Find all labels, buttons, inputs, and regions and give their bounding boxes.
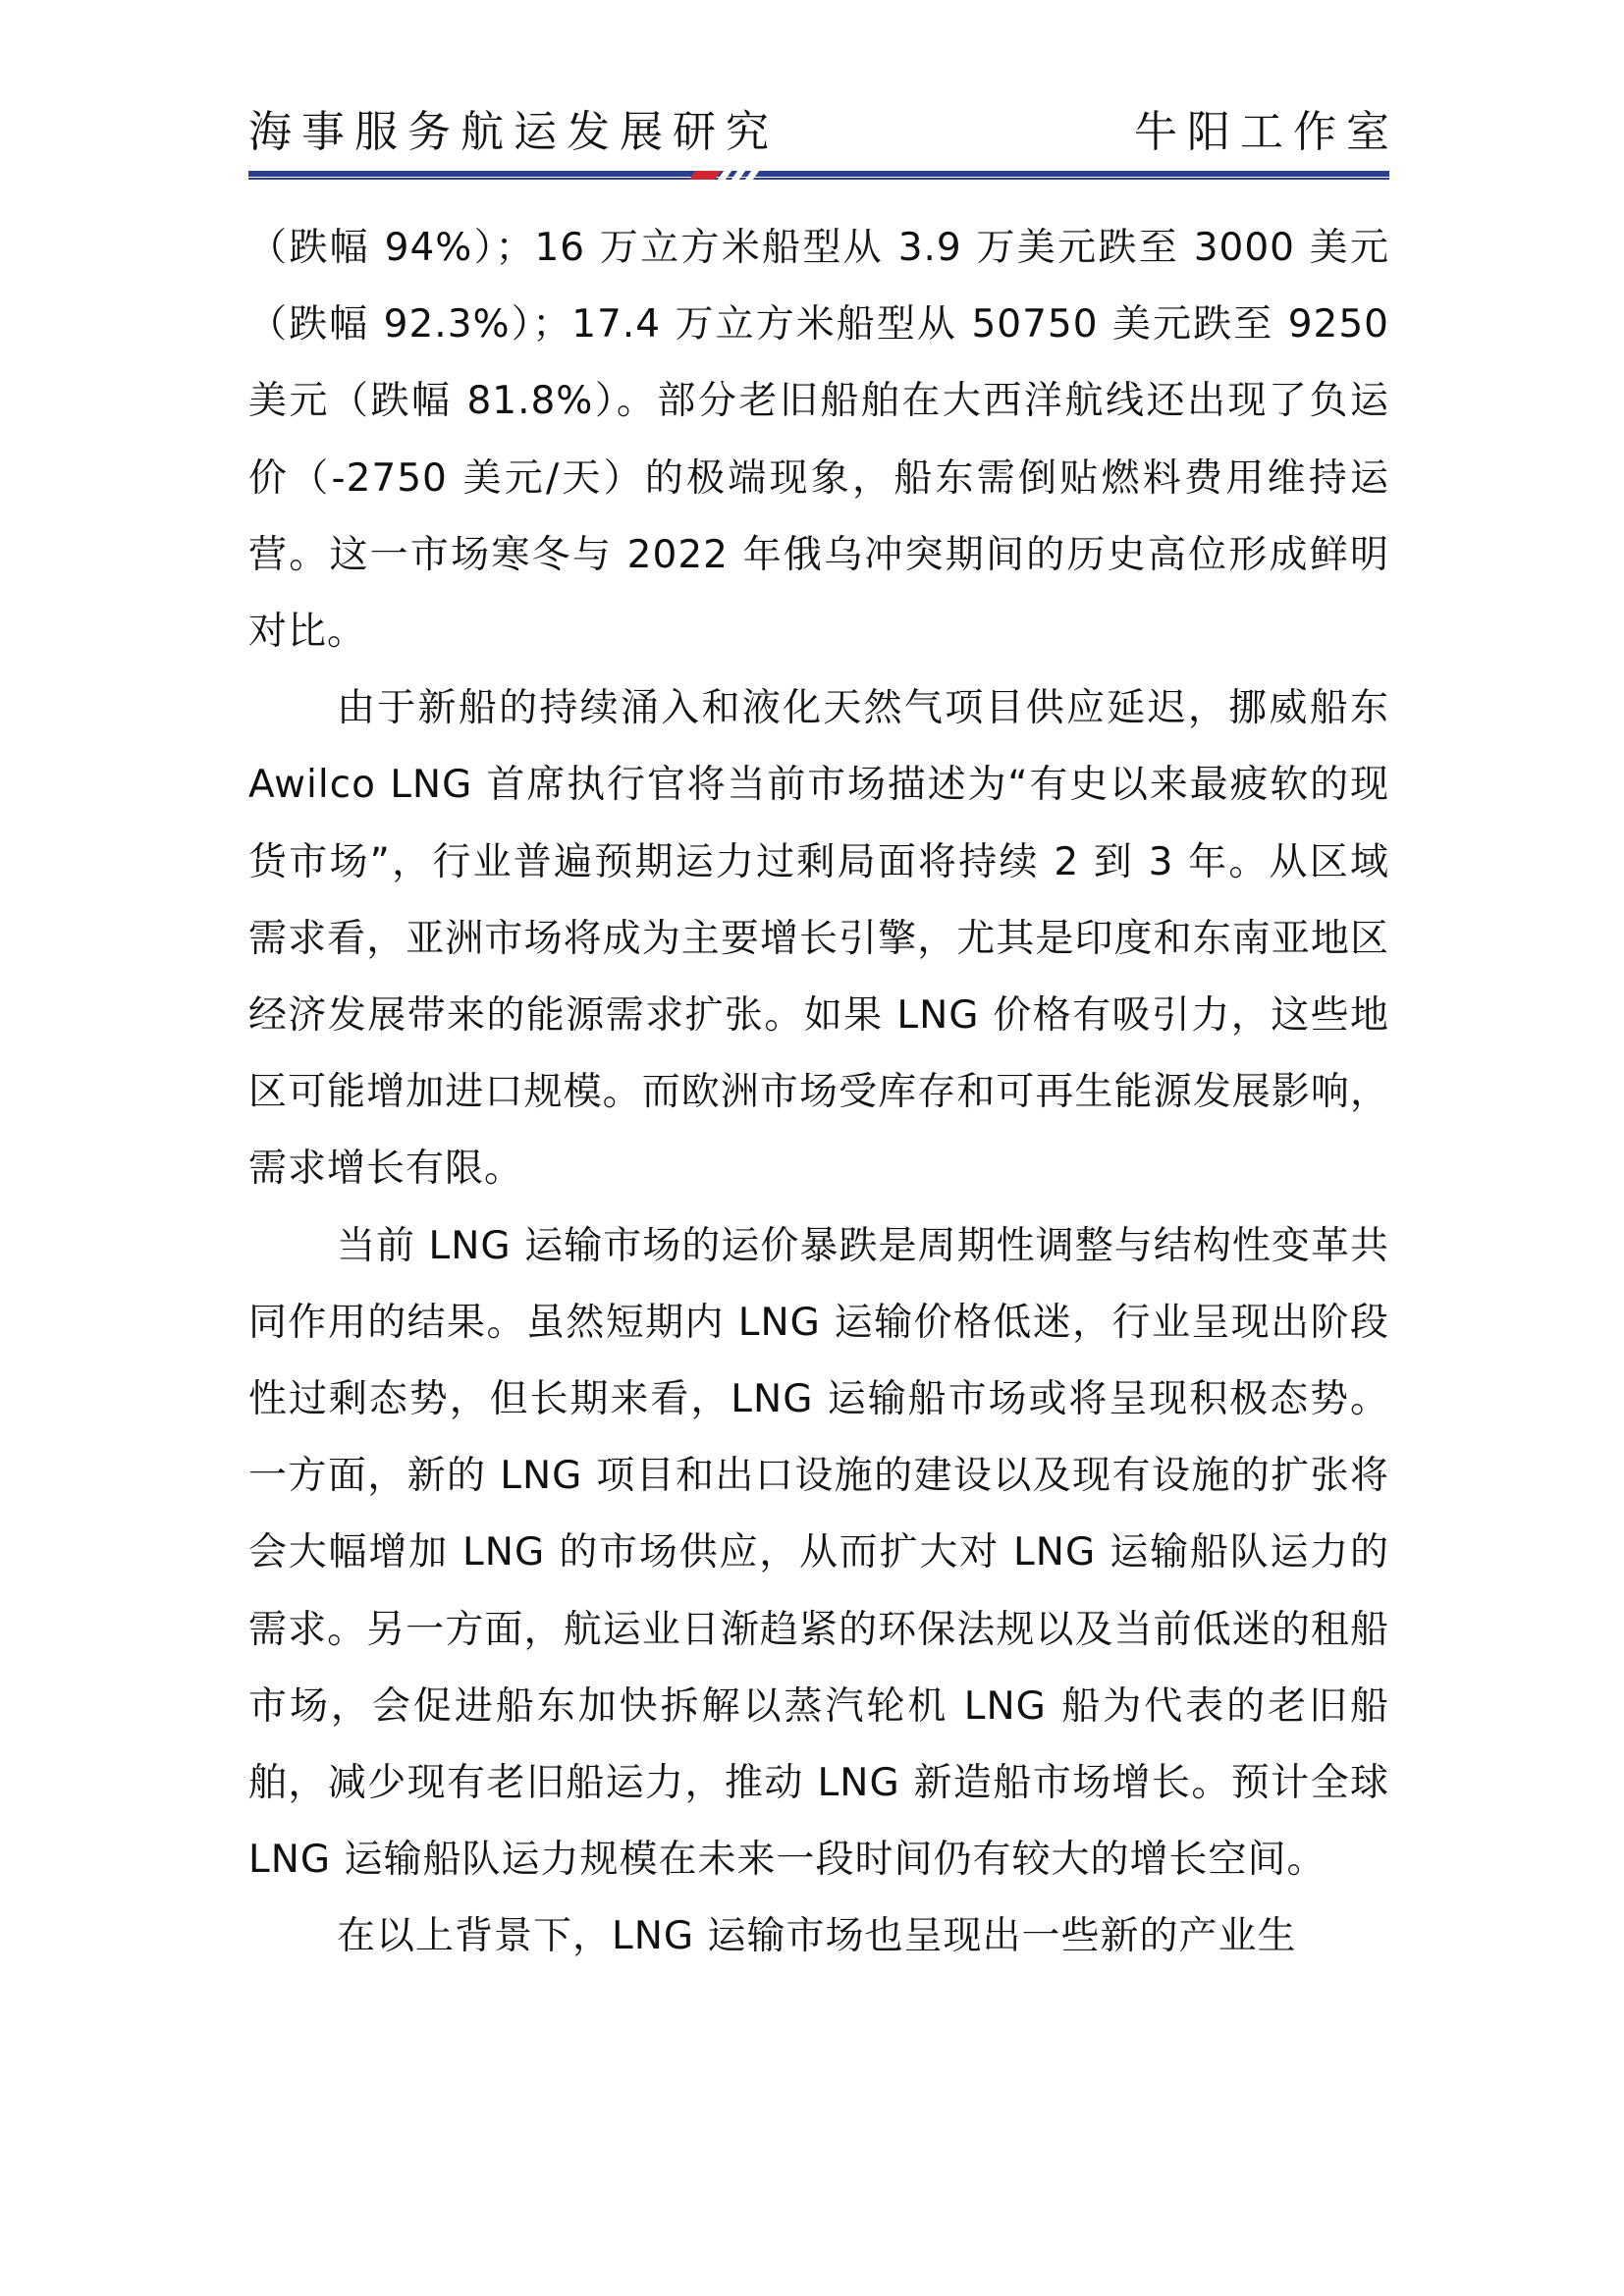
- divider-bar: [248, 171, 1389, 177]
- page-header: [248, 98, 1399, 167]
- paragraph: 由于新船的持续涌入和液化天然气项目供应延迟，挪威船东 Awilco LNG 首席执行官将当前市场描述为“有史以来最疲软的现货市场”，行业普遍预期运力过剩局面将持续 2 到 3 年。从区域需求看，亚洲市场将成为主要增长引擎，尤其是印度和东南亚地区经济发展带来的能源需求扩张。如果 LNG 价格有吸引力，这些地区可能增加进口规模。而欧洲市场受库存和可再生能源发展影响，需求增长有限。: [248, 686, 1389, 1192]
- paragraph-continuation: （跌幅 94%）；16 万立方米船型从 3.9 万美元跌至 3000 美元（跌幅 92.3%）；17.4 万立方米船型从 50750 美元跌至 9250 美元（跌幅 81.8%）。部分老旧船舶在大西洋航线还出现了负运价（-2750 美元/天）的极端现象，船东需倒贴燃料费用维持运营。这一市场寒冬与 2022 年俄乌冲突期间的历史高位形成鲜明对比。: [248, 226, 1389, 655]
- divider-thin-line: [248, 178, 1389, 180]
- header-studio-name: 牛阳工作室: [1134, 107, 1399, 157]
- article-body: [248, 210, 1389, 1976]
- paragraph: 在以上背景下，LNG 运输市场也呈现出一些新的产业生: [337, 1914, 1297, 1959]
- header-divider: [248, 171, 1389, 181]
- paragraph: 当前 LNG 运输市场的运价暴跌是周期性调整与结构性变革共同作用的结果。虽然短期内 LNG 运输价格低迷，行业呈现出阶段性过剩态势，但长期来看，LNG 运输船市场或将呈现积极态势。一方面，新的 LNG 项目和出口设施的建设以及现有设施的扩张将会大幅增加 LNG 的市场供应，从而扩大对 LNG 运输船队运力的需求。另一方面，航运业日渐趋紧的环保法规以及当前低迷的租船市场，会促进船东加快拆解以蒸汽轮机 LNG 船为代表的老旧船舶，减少现有老旧船运力，推动 LNG 新造船市场增长。预计全球 LNG 运输船队运力规模在未来一段时间仍有较大的增长空间。: [248, 1223, 1389, 1883]
- header-title: 海事服务航运发展研究: [248, 107, 779, 157]
